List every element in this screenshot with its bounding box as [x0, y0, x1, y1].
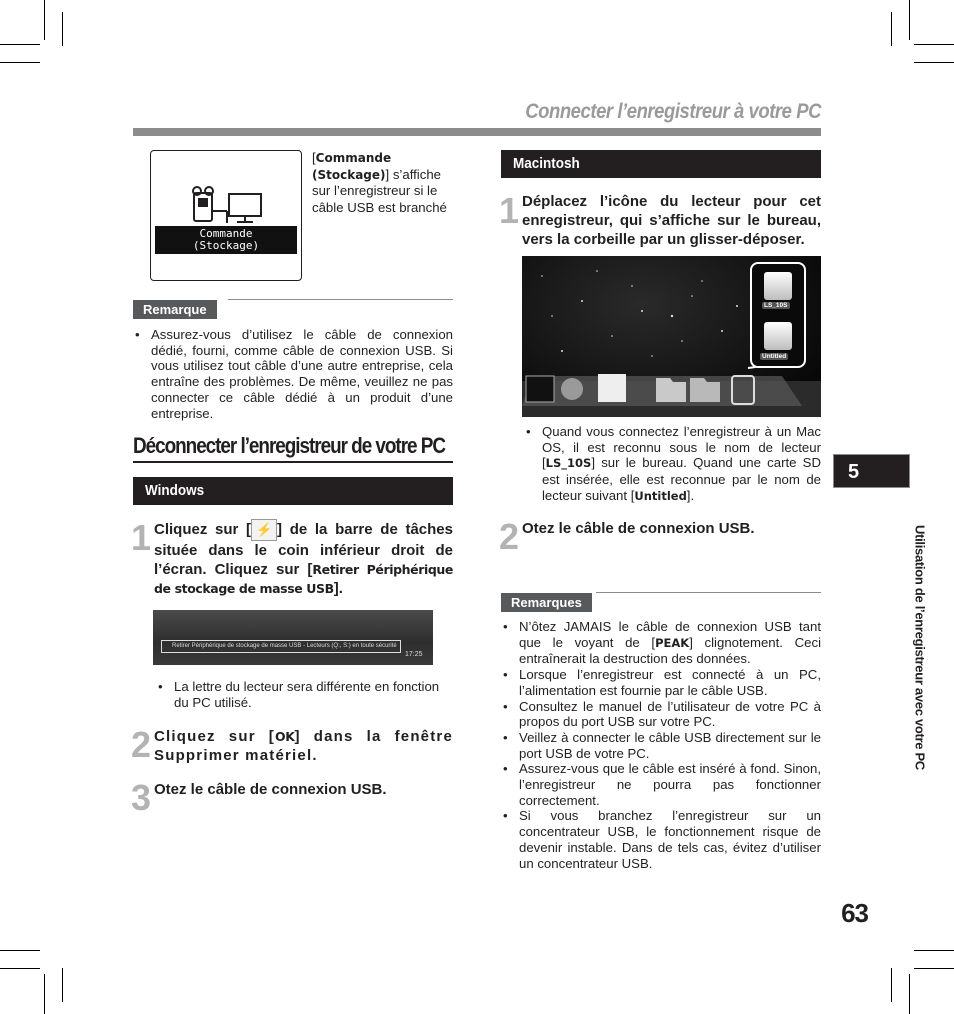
remarques-label: Remarques [501, 593, 592, 612]
list-item [501, 619, 821, 667]
step-number: 3 [131, 777, 150, 818]
recorder-usb-icon [151, 151, 303, 282]
page-number: 63 [841, 898, 868, 928]
crop-mark [914, 950, 954, 951]
step-text: ]. [333, 580, 343, 597]
crop-mark [909, 974, 910, 1014]
step-text: ] de la barre de tâches située dans le coin inférieur droit de l’écran. Cliquez sur [ [154, 520, 453, 578]
remarque-label: Remarque [133, 300, 217, 319]
list-item: • La lettre du lecteur sera différente en fonction du PC utilisé. [156, 679, 454, 710]
remarques-list [501, 619, 821, 871]
mac-step2-text: Otez le câble de connexion USB. [522, 520, 755, 537]
crop-mark [914, 968, 954, 969]
list-item: • Lorsque l’enregistreur est connecté à un PC, l’alimentation est fournie par le câble USB. [501, 667, 821, 698]
drive-name: Untitled [634, 488, 687, 503]
list-item [524, 424, 821, 505]
header-rule [133, 128, 821, 136]
remarques-rule [596, 592, 821, 593]
crop-mark [44, 0, 45, 40]
illustration-caption: [Commande (Stockage)] s’affiche sur l’enregistreur si le câble USB est branché [312, 150, 447, 215]
display-line-2: (Stockage) [192, 239, 260, 252]
windows-step1-text [154, 519, 453, 598]
step-number: 2 [131, 724, 150, 765]
windows-taskbar-screenshot [153, 610, 433, 665]
macintosh-label-text: Macintosh [513, 155, 580, 172]
drive-label: LS_10S [764, 302, 788, 309]
chapter-tab: 5 [833, 454, 910, 488]
mac-step1-text: Déplacez l’icône du lecteur pour cet enregistreur, qui s’affiche sur le bureau, vers la corbeille par un glisser-déposer. [522, 193, 821, 248]
caption-bold: Commande (Stockage) [312, 151, 392, 182]
section-title: Déconnecter l’enregistreur de votre PC [133, 433, 445, 458]
step-command: OK [274, 729, 295, 744]
crop-mark [914, 44, 954, 45]
crop-mark [891, 968, 892, 1002]
usb-tray-icon: ⚡ [251, 519, 277, 541]
mac-bullet-list [524, 424, 821, 505]
step-text: Cliquez sur [ [154, 520, 252, 538]
windows-label-text: Windows [145, 482, 205, 499]
crop-mark [62, 12, 63, 46]
step-text: Cliquez sur [ [154, 728, 275, 745]
drive-icon [764, 272, 792, 300]
list-item-text: N’ôtez JAMAIS le câble de connexion USB tant que le voyant de [ [519, 619, 821, 650]
drive-name: LS_10S [545, 456, 592, 471]
step-text: ] dans la fenêtre Supprimer matériel. [154, 728, 453, 764]
recorder-display [155, 226, 297, 254]
list-item: • Assurez-vous d’utilisez le câble de connexion dédié, fourni, comme câble de connexion USB. Si vous utilisez tout câble d’une autre entreprise, cela entraîne des problèmes. De même, veuillez ne pas connecter ce câble dédié à un produit d’une entreprise. [133, 327, 453, 421]
crop-mark [44, 974, 45, 1014]
list-item-text: ] sur le bureau. Quand une carte SD est insérée, elle est reconnue par le nom de lecteur suivant [ [542, 455, 821, 503]
list-item: • Consultez le manuel de l’utilisateur de votre PC à propos du port USB sur votre PC. [501, 699, 821, 730]
taskbar-clock: 17:25 [405, 651, 423, 658]
list-item: • Veillez à connecter le câble USB directement sur le port USB de votre PC. [501, 730, 821, 761]
remarque-list [133, 327, 453, 421]
windows-bullet-list [156, 679, 454, 710]
step-number: 1 [499, 190, 518, 231]
key-name: PEAK [655, 635, 690, 650]
list-item: • Si vous branchez l’enregistreur sur un concentrateur USB, le fonctionnement risque de devenir instable. Dans de tels cas, évitez d’utiliser un concentrateur USB. [501, 808, 821, 871]
crop-mark [0, 62, 40, 63]
windows-step3-text: Otez le câble de connexion USB. [154, 781, 387, 798]
list-item-text: Quand vous connectez l’enregistreur à un Mac OS, il est reconnu sous le nom de lecteur [ [542, 424, 821, 471]
taskbar-popup: Retirer Périphérique de stockage de masse USB - Lecteurs (Q:, S:) en toute sécurité [161, 640, 401, 653]
step-number: 1 [131, 517, 150, 558]
caption-text: ] s’affiche sur l’enregistreur si le câble USB est branché [312, 166, 447, 215]
crop-mark [909, 0, 910, 40]
macintosh-label [501, 150, 821, 178]
drive-label: Untitled [762, 353, 787, 360]
list-item-text: ]. [686, 487, 695, 503]
drive-icon [764, 322, 792, 350]
crop-mark [62, 968, 63, 1002]
crop-mark [914, 62, 954, 63]
step-command: Retirer Périphérique de stockage de masse USB [154, 562, 453, 596]
remarque-rule [228, 299, 453, 300]
mac-drive-callout [750, 262, 806, 368]
display-line-1: Commande [199, 227, 253, 240]
windows-label [133, 477, 453, 505]
recorder-illustration [150, 150, 302, 281]
crop-mark [891, 12, 892, 46]
crop-mark [0, 968, 40, 969]
step-number: 2 [499, 516, 518, 557]
list-item: • Assurez-vous que le câble est inséré à fond. Sinon, l’enregistreur ne pourra pas fonctionner correctement. [501, 761, 821, 808]
chapter-title-vertical: Utilisation de l’enregistreur avec votre PC [912, 524, 928, 771]
section-underline [133, 461, 453, 463]
list-item-text: ] clignotement. Ceci entraînerait la destruction des données. [519, 634, 822, 667]
page-header-title: Connecter l’enregistreur à votre PC [525, 100, 821, 123]
crop-mark [0, 950, 40, 951]
windows-step2-text [154, 727, 453, 765]
crop-mark [0, 44, 40, 45]
